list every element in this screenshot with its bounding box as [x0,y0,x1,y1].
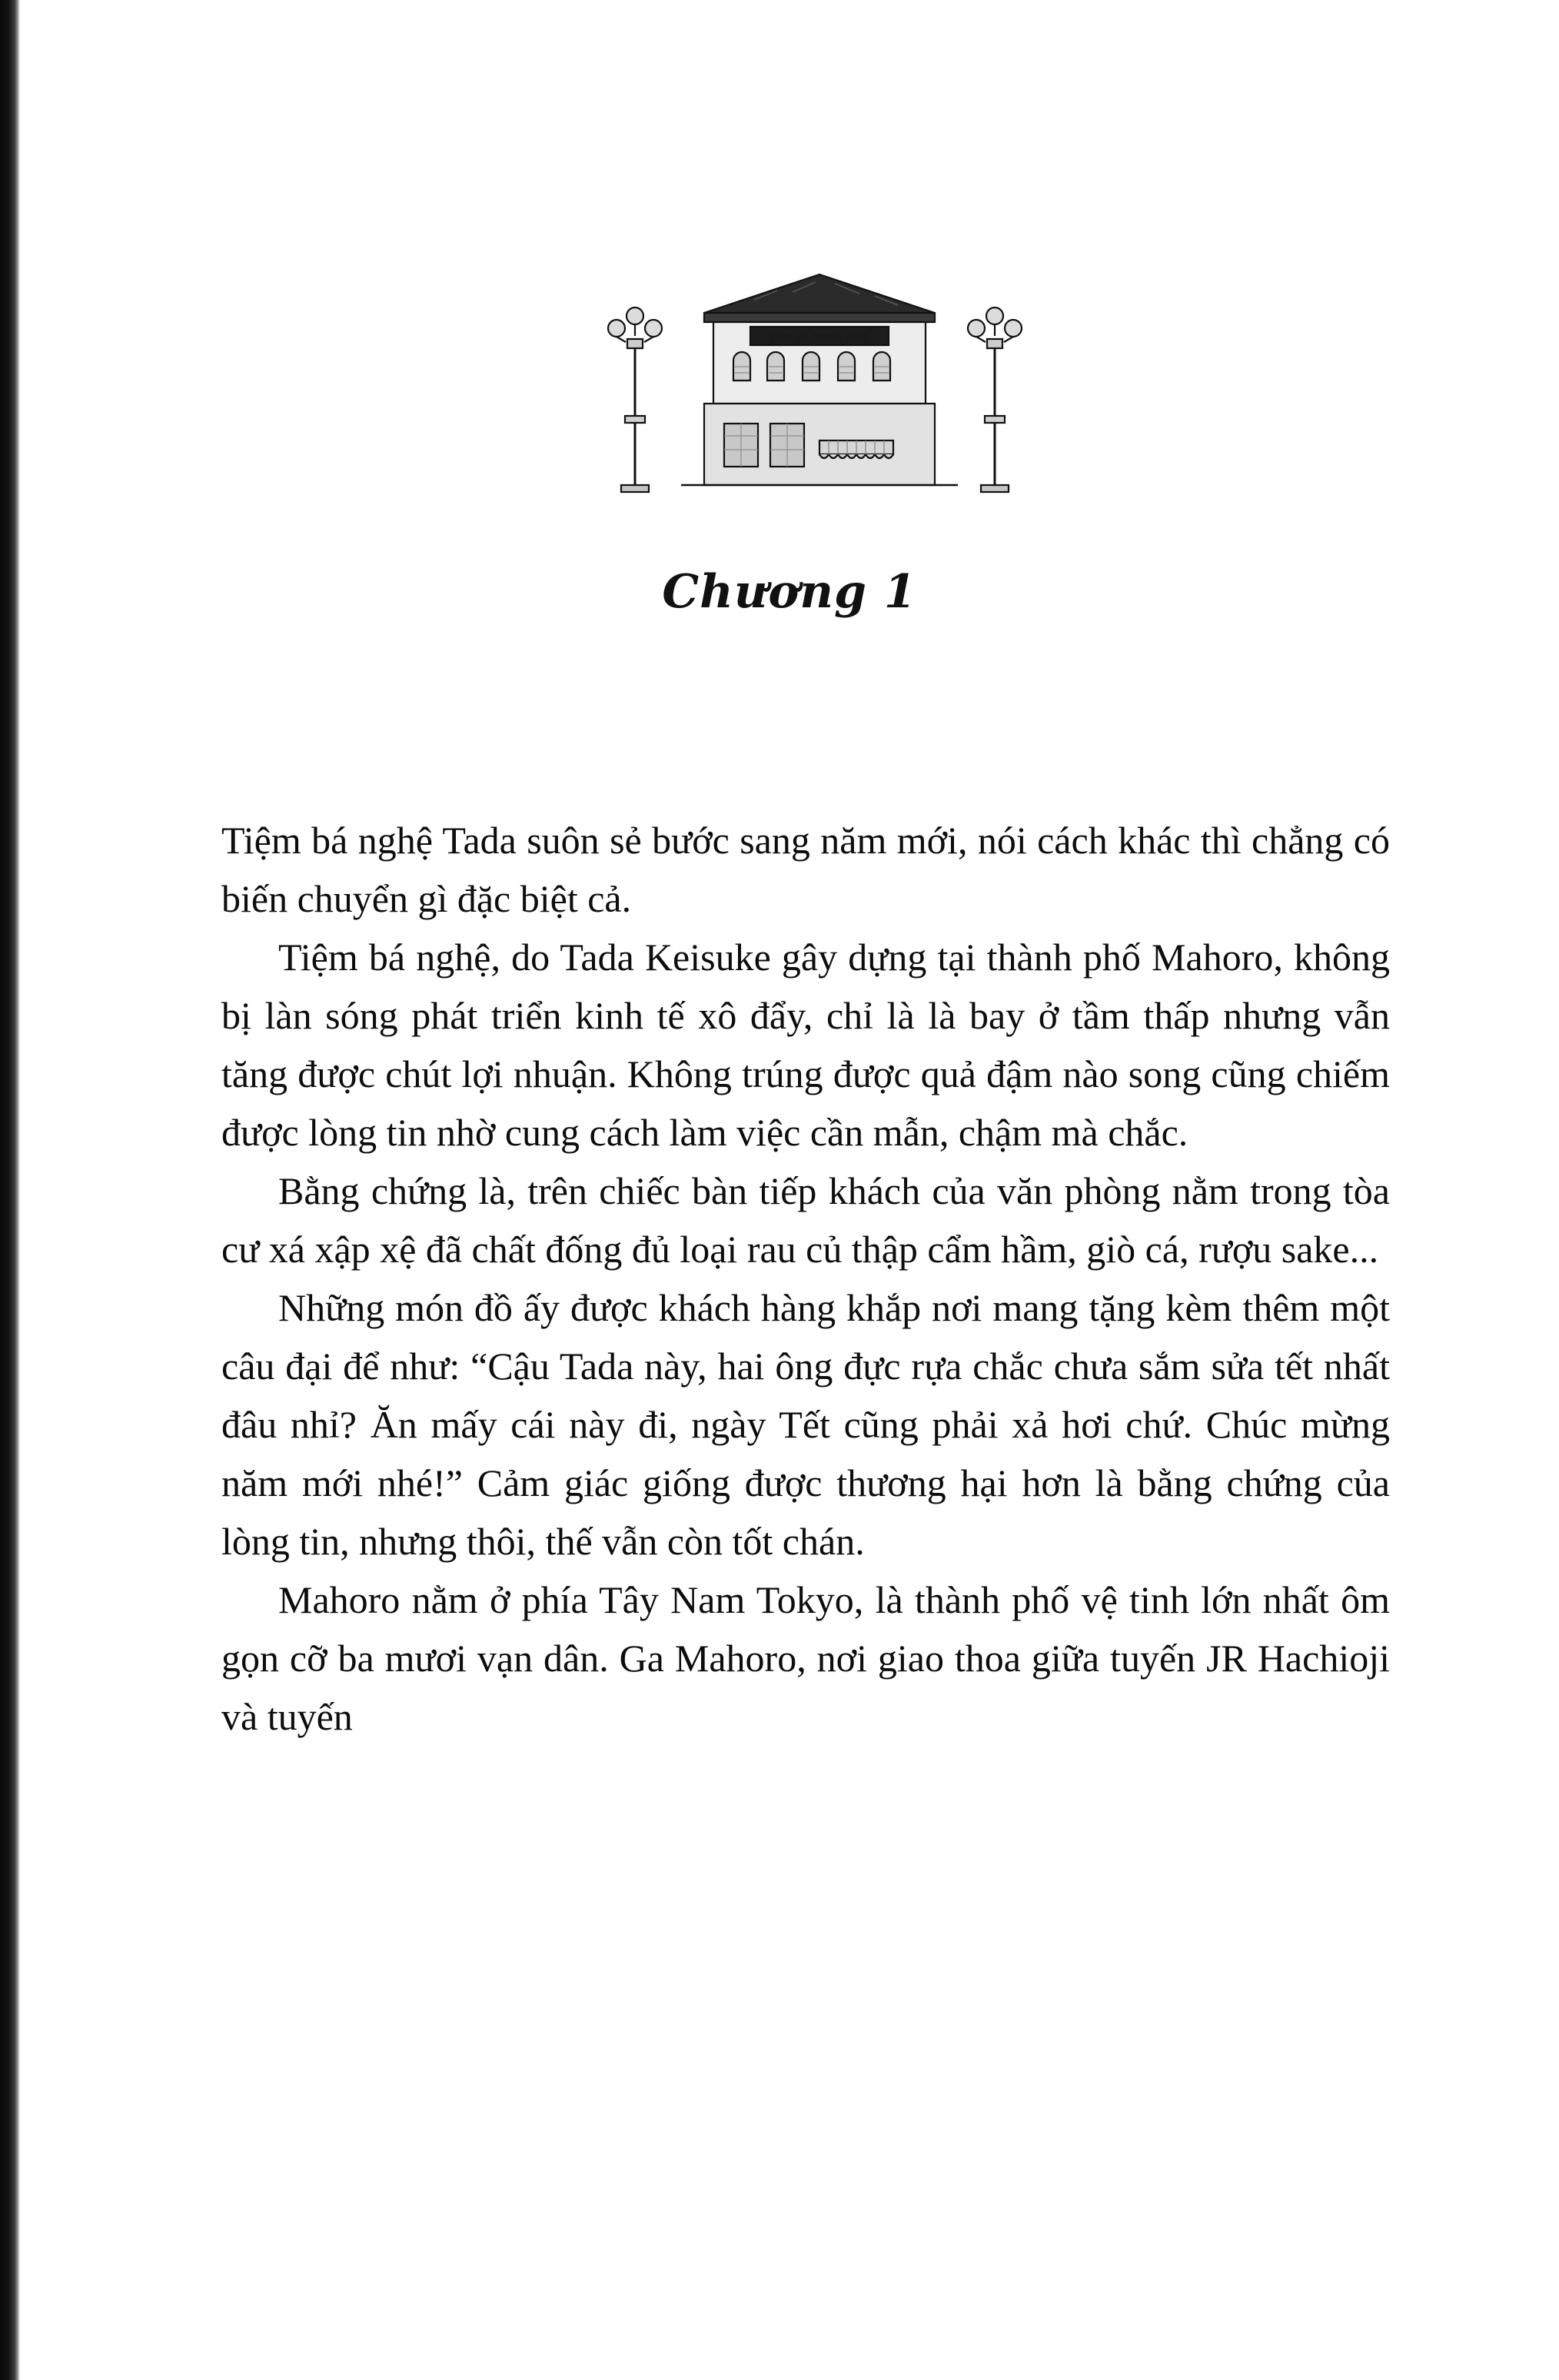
paragraph: Tiệm bá nghệ, do Tada Keisuke gây dựng tại thành phố Mahoro, không bị làn sóng phát triển kinh tế xô đẩy, chỉ là là bay ở tầm thấp nhưng vẫn tăng được chút lợi nhuận. Không trúng được quả đậm nào song cũng chiếm được lòng tin nhờ cung cách làm việc cần mẫn, chậm mà chắc. [221,936,1390,1154]
chapter-title: Chương 1 [662,565,917,619]
paragraph: Những món đồ ấy được khách hàng khắp nơi mang tặng kèm thêm một câu đại để như: “Cậu Tada này, hai ông đực rựa chắc chưa sắm sửa tết nhất đâu nhỉ? Ăn mấy cái này đi, ngày Tết cũng phải xả hơi chứ. Chúc mừng năm mới nhé!” Cảm giác giống được thương hại hơn là bằng chứng của lòng tin, nhưng thôi, thế vẫn còn tốt chán. [221,1286,1390,1563]
paragraph: Bằng chứng là, trên chiếc bàn tiếp khách của văn phòng nằm trong tòa cư xá xập xệ đã chất đống đủ loại rau củ thập cẩm hầm, giò cá, rượu sake... [221,1169,1390,1271]
shop-building-illustration [589,265,1050,519]
scan-edge-shadow [0,0,20,2380]
body-text [221,811,1390,1746]
book-page [20,0,1559,2380]
paragraph: Tiệm bá nghệ Tada suôn sẻ bước sang năm mới, nói cách khác thì chẳng có biến chuyển gì đặc biệt cả. [221,819,1390,920]
svg-text:TIỆM BÁ NGHỆ TADA: TIỆM BÁ NGHỆ TADA [769,332,870,342]
paragraph: Mahoro nằm ở phía Tây Nam Tokyo, là thành phố vệ tinh lớn nhất ôm gọn cỡ ba mươi vạn dân. Ga Mahoro, nơi giao thoa giữa tuyến JR Hachioji và tuyến [221,1578,1390,1738]
